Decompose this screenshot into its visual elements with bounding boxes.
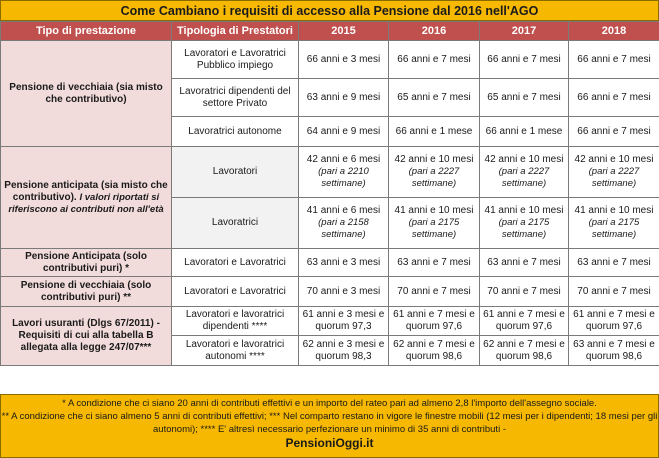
table-header-row bbox=[1, 22, 659, 41]
value-cell: 63 anni e 7 mesi e quorum 98,6 bbox=[569, 336, 659, 366]
value-cell: 62 anni e 7 mesi e quorum 98,6 bbox=[389, 336, 480, 366]
table-row bbox=[1, 147, 659, 198]
value-cell: 61 anni e 7 mesi e quorum 97,6 bbox=[389, 307, 480, 336]
tipologia-cell: Lavoratrici bbox=[172, 198, 299, 249]
value-cell: 70 anni e 7 mesi bbox=[569, 277, 659, 307]
tipologia-cell: Lavoratori e Lavoratrici bbox=[172, 249, 299, 277]
value-cell bbox=[569, 147, 659, 198]
table-row bbox=[1, 307, 659, 336]
value-note: (pari a 2227 settimane) bbox=[498, 166, 550, 189]
footnote-1: * A condizione che ci siano 20 anni di contributi effettivi e un importo del rateo pari ad almeno 2,8 l'importo dell'assegno sociale. bbox=[62, 398, 597, 409]
tipologia-cell: Lavoratori e Lavoratrici Pubblico impiego bbox=[172, 41, 299, 79]
value-main: 42 anni e 10 mesi bbox=[484, 154, 564, 165]
value-cell: 61 anni e 7 mesi e quorum 97,6 bbox=[480, 307, 569, 336]
footnote-2: ** A condizione che ci siano almeno 5 anni di contributi effettivi; *** Nel comparto restano in vigore le finestre mobili (12 mesi per i dipendenti; 18 mesi per gli autonomi); **** E' altresì necessario perfezionare un minimo di 35 anni di contributi - bbox=[1, 411, 658, 435]
tipologia-cell: Lavoratori e lavoratrici autonomi **** bbox=[172, 336, 299, 366]
value-cell bbox=[389, 198, 480, 249]
value-main: 41 anni e 10 mesi bbox=[394, 205, 474, 216]
value-cell bbox=[299, 198, 389, 249]
value-cell bbox=[389, 147, 480, 198]
requirements-table bbox=[0, 21, 659, 366]
table-row bbox=[1, 41, 659, 79]
tipologia-cell: Lavoratori e lavoratrici dipendenti **** bbox=[172, 307, 299, 336]
value-note: (pari a 2175 settimane) bbox=[588, 217, 640, 240]
value-note: (pari a 2210 settimane) bbox=[318, 166, 369, 189]
value-cell: 63 anni e 7 mesi bbox=[480, 249, 569, 277]
value-cell: 63 anni e 3 mesi bbox=[299, 249, 389, 277]
header-2015: 2015 bbox=[299, 22, 389, 41]
tipologia-cell: Lavoratori bbox=[172, 147, 299, 198]
value-cell: 66 anni e 1 mese bbox=[389, 117, 480, 147]
value-cell: 63 anni e 7 mesi bbox=[569, 249, 659, 277]
value-cell: 70 anni e 7 mesi bbox=[480, 277, 569, 307]
value-cell bbox=[480, 198, 569, 249]
value-note: (pari a 2175 settimane) bbox=[498, 217, 550, 240]
value-cell: 65 anni e 7 mesi bbox=[480, 79, 569, 117]
value-main: 41 anni e 6 mesi bbox=[306, 205, 381, 216]
value-cell: 66 anni e 7 mesi bbox=[480, 41, 569, 79]
value-cell bbox=[569, 198, 659, 249]
value-cell: 70 anni e 3 mesi bbox=[299, 277, 389, 307]
tipologia-cell: Lavoratori e Lavoratrici bbox=[172, 277, 299, 307]
type-anticipata-puri: Pensione Anticipata (solo contributivi puri) * bbox=[1, 249, 172, 277]
header-2017: 2017 bbox=[480, 22, 569, 41]
header-2018: 2018 bbox=[569, 22, 659, 41]
value-cell: 66 anni e 1 mese bbox=[480, 117, 569, 147]
value-main: 41 anni e 10 mesi bbox=[574, 205, 654, 216]
value-cell: 62 anni e 7 mesi e quorum 98,6 bbox=[480, 336, 569, 366]
value-cell: 63 anni e 9 mesi bbox=[299, 79, 389, 117]
value-cell bbox=[480, 147, 569, 198]
type-anticipata-note: I valori riportati si riferiscono ai contributi non all'età bbox=[8, 191, 164, 215]
value-cell: 66 anni e 7 mesi bbox=[389, 41, 480, 79]
type-anticipata bbox=[1, 147, 172, 249]
value-note: (pari a 2227 settimane) bbox=[408, 166, 460, 189]
value-note: (pari a 2158 settimane) bbox=[318, 217, 369, 240]
brand-label: PensioniOggi.it bbox=[285, 436, 374, 450]
value-cell: 66 anni e 3 mesi bbox=[299, 41, 389, 79]
value-note: (pari a 2227 settimane) bbox=[588, 166, 640, 189]
type-vecchiaia: Pensione di vecchiaia (sia misto che contributivo) bbox=[1, 41, 172, 147]
value-cell: 66 anni e 7 mesi bbox=[569, 79, 659, 117]
footer-notes bbox=[0, 394, 659, 458]
value-main: 42 anni e 10 mesi bbox=[574, 154, 654, 165]
value-note: (pari a 2175 settimane) bbox=[408, 217, 460, 240]
value-cell: 61 anni e 7 mesi e quorum 97,6 bbox=[569, 307, 659, 336]
value-cell: 70 anni e 7 mesi bbox=[389, 277, 480, 307]
value-main: 41 anni e 10 mesi bbox=[484, 205, 564, 216]
value-cell: 63 anni e 7 mesi bbox=[389, 249, 480, 277]
table-row bbox=[1, 249, 659, 277]
type-usuranti: Lavori usuranti (Dlgs 67/2011) - Requisiti di cui alla tabella B allegata alla legge 247/07*** bbox=[1, 307, 172, 366]
header-tipologia: Tipologia di Prestatori bbox=[172, 22, 299, 41]
value-cell: 66 anni e 7 mesi bbox=[569, 41, 659, 79]
header-tipo: Tipo di prestazione bbox=[1, 22, 172, 41]
table-row bbox=[1, 277, 659, 307]
type-anticipata-label: Pensione anticipata (sia misto che contributivo). bbox=[4, 179, 168, 203]
header-2016: 2016 bbox=[389, 22, 480, 41]
value-cell: 61 anni e 3 mesi e quorum 97,3 bbox=[299, 307, 389, 336]
value-main: 42 anni e 10 mesi bbox=[394, 154, 474, 165]
value-cell: 65 anni e 7 mesi bbox=[389, 79, 480, 117]
value-cell: 62 anni e 3 mesi e quorum 98,3 bbox=[299, 336, 389, 366]
tipologia-cell: Lavoratrici dipendenti del settore Privato bbox=[172, 79, 299, 117]
value-main: 42 anni e 6 mesi bbox=[306, 154, 381, 165]
type-vecchiaia-puri: Pensione di vecchiaia (solo contributivi puri) ** bbox=[1, 277, 172, 307]
value-cell bbox=[299, 147, 389, 198]
value-cell: 64 anni e 9 mesi bbox=[299, 117, 389, 147]
value-cell: 66 anni e 7 mesi bbox=[569, 117, 659, 147]
tipologia-cell: Lavoratrici autonome bbox=[172, 117, 299, 147]
page-title: Come Cambiano i requisiti di accesso alla Pensione dal 2016 nell'AGO bbox=[0, 0, 659, 21]
